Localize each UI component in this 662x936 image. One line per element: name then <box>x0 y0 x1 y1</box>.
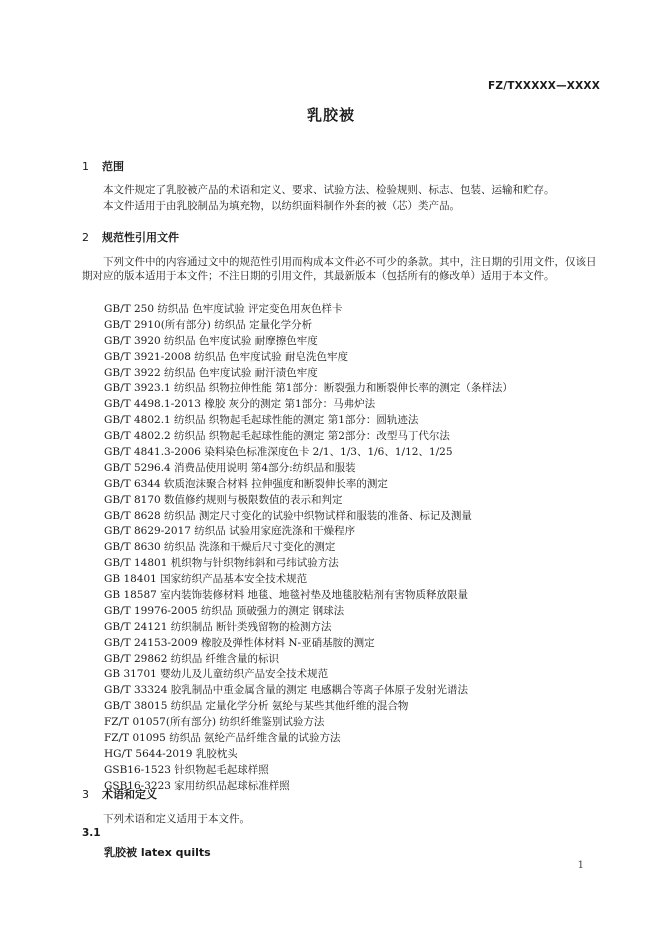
reference-item: GB/T 4802.2 纺织品 织物起毛起球性能的测定 第2部分：改型马丁代尔法 <box>104 430 450 443</box>
reference-item: GB/T 8629-2017 纺织品 试验用家庭洗涤和干燥程序 <box>104 525 356 538</box>
scope-paragraph-1: 本文件规定了乳胶被产品的术语和定义、要求、试验方法、检验规则、标志、包装、运输和贮存。 <box>103 184 555 196</box>
reference-item: GB/T 2910(所有部分) 纺织品 定量化学分析 <box>104 318 313 331</box>
page-number: 1 <box>577 860 584 871</box>
reference-item: GSB16-3223 家用纺织品起球标准样照 <box>104 779 290 792</box>
terms-intro: 下列术语和定义适用于本文件。 <box>103 813 250 825</box>
scope-paragraph-2: 本文件适用于由乳胶制品为填充物，以纺织面料制作外套的被（芯）类产品。 <box>103 200 460 212</box>
reference-item: GB/T 3921-2008 纺织品 色牢度试验 耐皂洗色牢度 <box>104 350 348 363</box>
reference-item: GB/T 38015 纺织品 定量化学分析 氨纶与某些其他纤维的混合物 <box>104 700 409 713</box>
reference-item: GB/T 29862 纺织品 纤维含量的标识 <box>104 652 280 665</box>
reference-item: GB/T 14801 机织物与针织物纬斜和弓纬试验方法 <box>104 557 339 570</box>
section-title: 术语和定义 <box>102 788 157 801</box>
reference-list <box>104 302 513 795</box>
section-title: 范围 <box>102 160 124 173</box>
reference-item: GB 31701 婴幼儿及儿童纺织产品安全技术规范 <box>104 668 329 681</box>
reference-item: GB/T 250 纺织品 色牢度试验 评定变色用灰色样卡 <box>104 303 343 315</box>
reference-item: GB/T 3920 纺织品 色牢度试验 耐摩擦色牢度 <box>104 334 318 347</box>
section-number: 2 <box>82 231 89 244</box>
reference-item: GB/T 6344 软质泡沫聚合材料 拉伸强度和断裂伸长率的测定 <box>104 477 388 490</box>
section-2-heading <box>82 229 179 245</box>
section-1-heading <box>82 158 124 174</box>
reference-item: GB/T 3923.1 纺织品 织物拉伸性能 第1部分：断裂强力和断裂伸长率的测定（条样法） <box>104 382 513 395</box>
reference-item: GB/T 24153-2009 橡胶及弹性体材料 N-亚硝基胺的测定 <box>104 636 375 649</box>
references-intro: 下列文件中的内容通过文中的规范性引用而构成本文件必不可少的条款。其中，注日期的引用文件，仅该日期对应的版本适用于本文件；不注日期的引用文件，其最新版本（包括所有的修改单）适用于本文件。 <box>82 256 597 282</box>
reference-item: GB/T 8170 数值修约规则与极限数值的表示和判定 <box>104 493 343 506</box>
reference-item: GB/T 33324 胶乳制品中重金属含量的测定 电感耦合等离子体原子发射光谱法 <box>104 684 469 697</box>
standard-code: FZ/TXXXXX—XXXX <box>488 80 600 92</box>
reference-item: GB/T 4841.3-2006 染料染色标准深度色卡 2/1、1/3、1/6、1/12、1/25 <box>104 446 453 459</box>
section-number: 3 <box>82 788 89 801</box>
reference-item: GB/T 8628 纺织品 测定尺寸变化的试验中织物试样和服装的准备、标记及测量 <box>104 509 472 522</box>
reference-item: GB/T 4802.1 纺织品 织物起毛起球性能的测定 第1部分：圆轨迹法 <box>104 414 419 427</box>
reference-item: GB/T 4498.1-2013 橡胶 灰分的测定 第1部分：马弗炉法 <box>104 398 376 411</box>
reference-item: GB/T 3922 纺织品 色牢度试验 耐汗渍色牢度 <box>104 366 318 379</box>
section-number: 1 <box>82 160 89 173</box>
reference-item: GB 18401 国家纺织产品基本安全技术规范 <box>104 573 308 586</box>
document-title: 乳胶被 <box>306 106 355 124</box>
reference-item: HG/T 5644-2019 乳胶枕头 <box>104 747 238 760</box>
reference-item: GSB16-1523 针织物起毛起球样照 <box>104 763 269 776</box>
reference-item: GB/T 8630 纺织品 洗涤和干燥后尺寸变化的测定 <box>104 541 336 554</box>
term-title: 乳胶被 latex quilts <box>104 846 211 859</box>
reference-item: FZ/T 01057(所有部分) 纺织纤维鉴别试验方法 <box>104 716 325 729</box>
reference-item: FZ/T 01095 纺织品 氨纶产品纤维含量的试验方法 <box>104 732 341 745</box>
reference-item: GB/T 24121 纺织制品 断针类残留物的检测方法 <box>104 620 332 633</box>
reference-item: GB/T 5296.4 消费品使用说明 第4部分:纺织品和服装 <box>104 461 356 474</box>
section-title: 规范性引用文件 <box>102 231 179 244</box>
reference-item: GB 18587 室内装饰装修材料 地毯、地毯衬垫及地毯胶粘剂有害物质释放限量 <box>104 589 469 602</box>
reference-item: GB/T 19976-2005 纺织品 顶破强力的测定 钢球法 <box>104 604 345 617</box>
section-3-heading <box>82 786 157 802</box>
subsection-number: 3.1 <box>82 827 101 839</box>
